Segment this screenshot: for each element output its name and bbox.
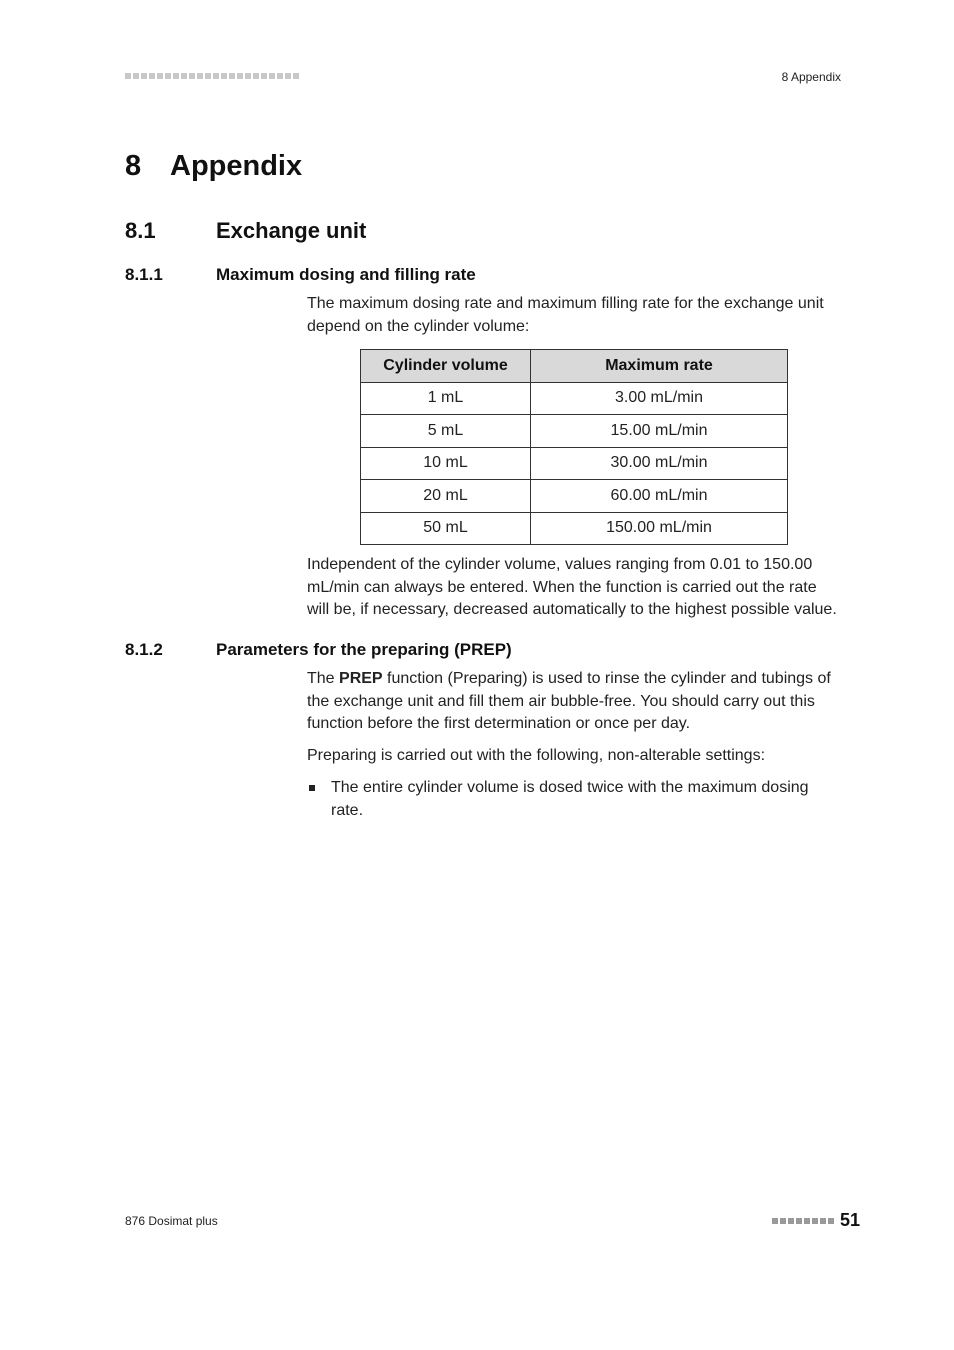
intro-line: depend on the cylinder volume: [307,317,530,335]
rate-table [360,349,788,545]
bullet-icon [309,785,315,791]
header-decoration [125,73,299,79]
note-paragraph [307,554,847,622]
chapter-title [125,150,302,183]
prep-prefix: The [307,670,340,687]
subsection-number-2: 8.1.2 [125,640,163,659]
table-row [361,415,788,448]
prep-line: function before the first determination or once per day. [307,715,691,732]
footer-product: 876 Dosimat plus [125,1214,218,1228]
maximum-rate-cell: 30.00 mL/min [531,447,788,480]
section-title-text: Exchange unit [216,218,367,243]
subsection-title-2 [125,640,512,660]
list-item [307,777,847,822]
maximum-rate-cell: 15.00 mL/min [531,415,788,448]
subsection-title-text-2: Parameters for the preparing (PREP) [216,640,512,659]
chapter-number: 8 [125,150,142,182]
cylinder-volume-cell: 50 mL [361,512,531,545]
table-row [361,447,788,480]
note-line: will be, if necessary, decreased automatically to the highest possible value. [307,601,837,618]
list-item-line: rate. [331,801,364,819]
maximum-rate-cell: 60.00 mL/min [531,480,788,513]
settings-intro: Preparing is carried out with the following, non-alterable settings: [307,747,766,764]
prep-paragraph [307,668,847,736]
table-header-row [361,350,788,383]
intro-paragraph [307,293,847,338]
table-row [361,512,788,545]
table-row [361,480,788,513]
intro-line: The maximum dosing rate and maximum filling rate for the exchange unit [307,295,824,312]
note-line: mL/min can always be entered. When the function is carried out the rate [307,578,817,596]
list-item-line: The entire cylinder volume is dosed twice with the maximum dosing [331,779,809,796]
column-header-cylinder-volume: Cylinder volume [361,350,531,383]
table-row [361,382,788,415]
cylinder-volume-cell: 20 mL [361,480,531,513]
maximum-rate-cell: 3.00 mL/min [531,382,788,415]
prep-rest: function (Preparing) is used to rinse the cylinder and tubings of [382,670,831,687]
prep-keyword: PREP [339,670,383,687]
page-number: 51 [840,1210,861,1230]
chapter-title-text: Appendix [170,150,303,182]
maximum-rate-cell: 150.00 mL/min [531,512,788,545]
cylinder-volume-cell: 5 mL [361,415,531,448]
subsection-title-text-1: Maximum dosing and filling rate [216,265,476,284]
section-title [125,218,366,244]
column-header-maximum-rate: Maximum rate [531,350,788,383]
cylinder-volume-cell: 10 mL [361,447,531,480]
note-line: Independent of the cylinder volume, values ranging from 0.01 to 150.00 [307,556,813,573]
subsection-title-1 [125,265,476,285]
footer-decoration [772,1218,834,1224]
footer-page [772,1210,860,1231]
running-header: 8 Appendix [781,70,841,84]
prep-line: the exchange unit and fill them air bubble-free. You should carry out this [307,692,815,710]
prep-line [307,668,847,691]
section-number: 8.1 [125,218,156,243]
subsection-number-1: 8.1.1 [125,265,163,284]
list-item-text [331,777,809,822]
cylinder-volume-cell: 1 mL [361,382,531,415]
